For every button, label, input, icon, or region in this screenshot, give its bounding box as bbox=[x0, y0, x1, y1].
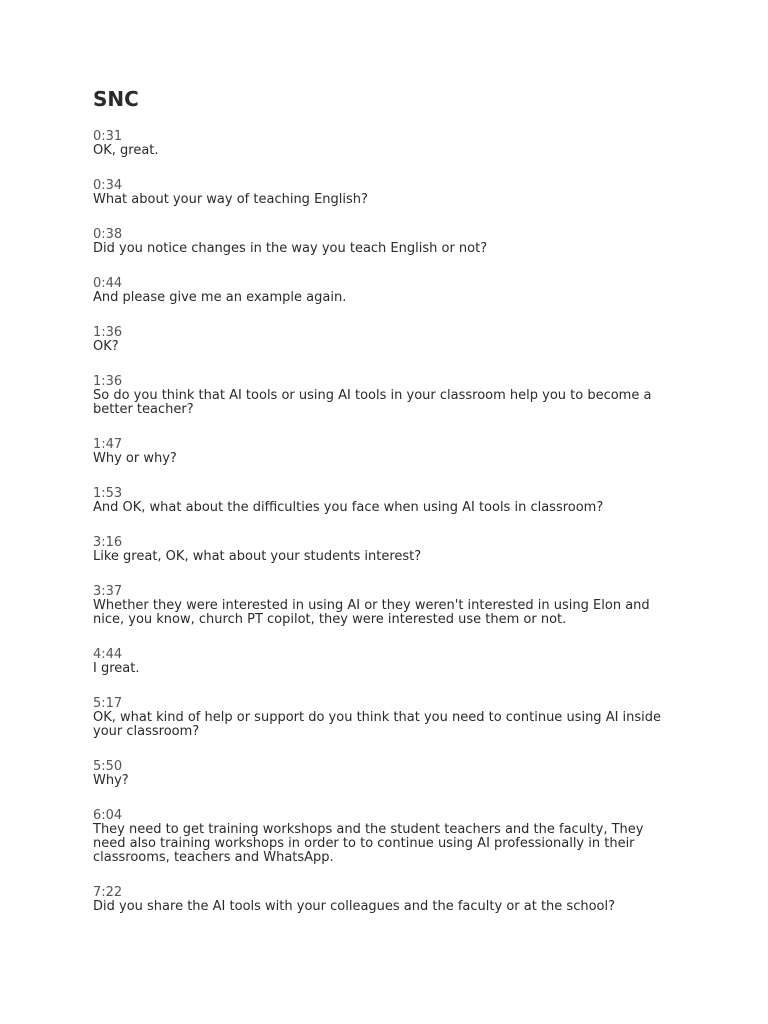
utterance-text: I great. bbox=[93, 661, 140, 676]
utterance-text: Did you share the AI tools with your colleagues and the faculty or at the school? bbox=[93, 899, 615, 914]
transcript-entry bbox=[93, 228, 673, 256]
transcript-entry bbox=[93, 536, 673, 564]
utterance-text: So do you think that AI tools or using AI tools in your classroom help you to become a better teacher? bbox=[93, 388, 652, 417]
utterance-text: They need to get training workshops and the student teachers and the faculty, They need also training workshops in order to to continue using AI professionally in their classrooms, teachers and WhatsApp. bbox=[93, 822, 644, 865]
utterance-text: Why or why? bbox=[93, 451, 177, 466]
transcript-entry bbox=[93, 585, 673, 627]
transcript-entry bbox=[93, 277, 673, 305]
transcript-entry bbox=[93, 886, 673, 914]
timestamp: 1:36 bbox=[93, 374, 123, 389]
timestamp: 1:53 bbox=[93, 486, 123, 501]
timestamp: 0:38 bbox=[93, 227, 123, 242]
transcript-entry bbox=[93, 130, 673, 158]
transcript-entry bbox=[93, 697, 673, 739]
timestamp: 3:37 bbox=[93, 584, 123, 599]
utterance-text: What about your way of teaching English? bbox=[93, 192, 368, 207]
timestamp: 1:47 bbox=[93, 437, 123, 452]
utterance-text: And please give me an example again. bbox=[93, 290, 347, 305]
timestamp: 6:04 bbox=[93, 808, 123, 823]
utterance-text: Whether they were interested in using AI or they weren't interested in using Elon and nice, you know, church PT copilot, they were interested use them or not. bbox=[93, 598, 650, 627]
utterance-text: Did you notice changes in the way you teach English or not? bbox=[93, 241, 488, 256]
timestamp: 0:44 bbox=[93, 276, 123, 291]
utterance-text: OK? bbox=[93, 339, 119, 354]
transcript-entry bbox=[93, 760, 673, 788]
utterance-text: And OK, what about the difficulties you face when using AI tools in classroom? bbox=[93, 500, 604, 515]
timestamp: 3:16 bbox=[93, 535, 123, 550]
timestamp: 0:31 bbox=[93, 129, 123, 144]
utterance-text: Why? bbox=[93, 773, 129, 788]
timestamp: 7:22 bbox=[93, 885, 123, 900]
transcript-page bbox=[93, 86, 673, 935]
timestamp: 1:36 bbox=[93, 325, 123, 340]
timestamp: 5:17 bbox=[93, 696, 123, 711]
utterance-text: OK, great. bbox=[93, 143, 159, 158]
transcript-entry bbox=[93, 487, 673, 515]
utterance-text: Like great, OK, what about your students interest? bbox=[93, 549, 422, 564]
transcript-entry bbox=[93, 375, 673, 417]
transcript-entry bbox=[93, 438, 673, 466]
timestamp: 4:44 bbox=[93, 647, 123, 662]
transcript-entry bbox=[93, 809, 673, 865]
timestamp: 0:34 bbox=[93, 178, 123, 193]
transcript-entry bbox=[93, 326, 673, 354]
timestamp: 5:50 bbox=[93, 759, 123, 774]
transcript-entry bbox=[93, 648, 673, 676]
transcript-entry bbox=[93, 179, 673, 207]
document-title: SNC bbox=[93, 87, 139, 111]
utterance-text: OK, what kind of help or support do you think that you need to continue using AI inside your classroom? bbox=[93, 710, 662, 739]
